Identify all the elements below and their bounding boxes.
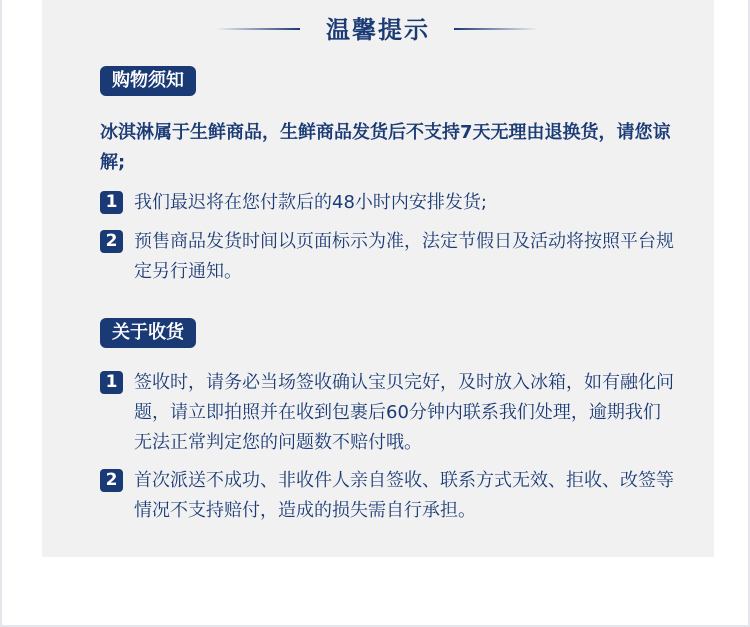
section-tag-shopping-notice: 购物须知 [100, 66, 196, 96]
title-divider-left [216, 28, 300, 30]
section-tag-receiving: 关于收货 [100, 318, 196, 348]
title-divider-right [454, 28, 538, 30]
item-number-badge: 2 [100, 230, 123, 253]
page-title: 温馨提示 [326, 16, 430, 44]
notice-panel [42, 0, 714, 557]
title-row [42, 8, 714, 48]
list-item-text: 我们最迟将在您付款后的48小时内安排发货; [134, 192, 487, 213]
item-number-badge: 1 [100, 371, 123, 394]
list-item-text: 签收时，请务必当场签收确认宝贝完好，及时放入冰箱，如有融化问题，请立即拍照并在收到包裹后60分钟内联系我们处理，逾期我们无法正常判定您的问题数不赔付哦。 [134, 372, 674, 453]
item-number-badge: 2 [100, 469, 123, 492]
item-number-badge: 1 [100, 191, 123, 214]
list-item-text: 首次派送不成功、非收件人亲自签收、联系方式无效、拒收、改签等情况不支持赔付，造成的损失需自行承担。 [134, 470, 674, 521]
list-item-text: 预售商品发货时间以页面标示为准，法定节假日及活动将按照平台规定另行通知。 [134, 231, 674, 282]
shopping-notice-lead: 冰淇淋属于生鲜商品，生鲜商品发货后不支持7天无理由退换货，请您谅解; [100, 122, 671, 173]
